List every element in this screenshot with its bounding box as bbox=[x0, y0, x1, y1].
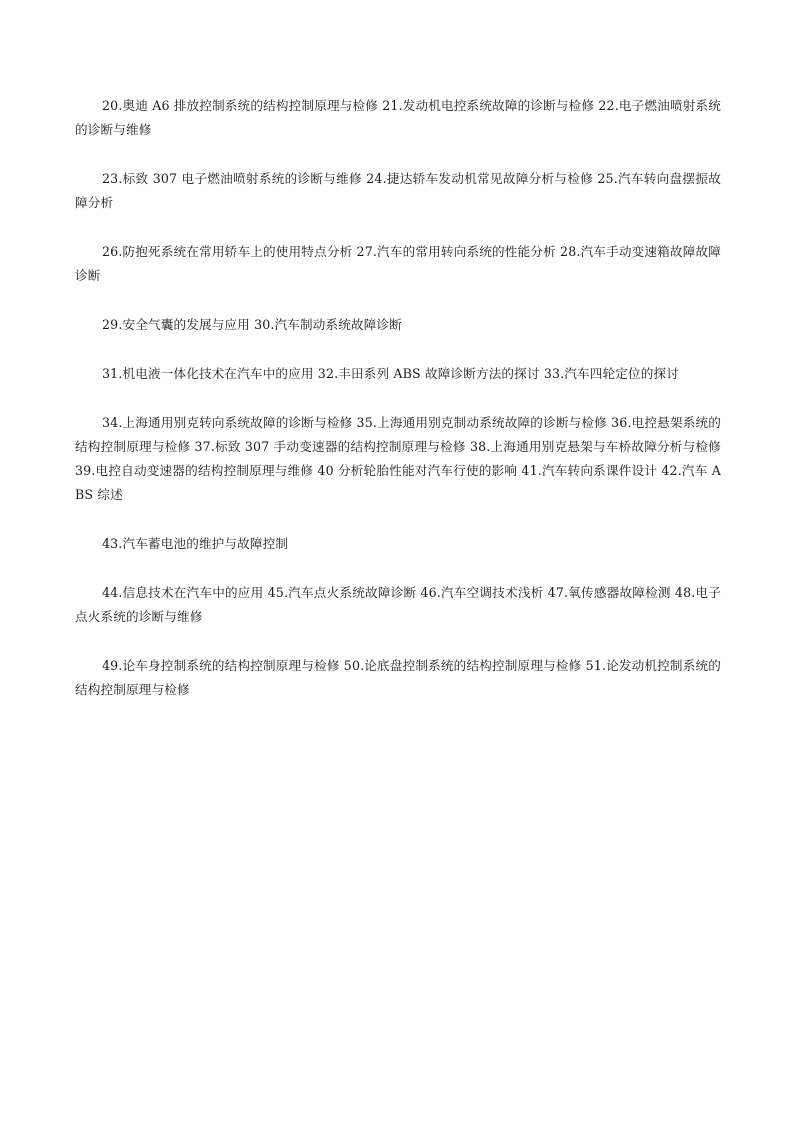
paragraph-topics-31-33: 31.机电液一体化技术在汽车中的应用 32.丰田系列 ABS 故障诊断方法的探讨 33.汽车四轮定位的探讨 bbox=[102, 366, 679, 381]
paragraph-topics-29-30: 29.安全气囊的发展与应用 30.汽车制动系统故障诊断 bbox=[102, 317, 402, 332]
document-body bbox=[75, 94, 721, 727]
paragraph-topics-20-22: 20.奥迪 A6 排放控制系统的结构控制原理与检修 21.发动机电控系统故障的诊断与检修 22.电子燃油喷射系统的诊断与维修 bbox=[75, 98, 721, 137]
paragraph-topics-34-42: 34.上海通用别克转向系统故障的诊断与检修 35.上海通用别克制动系统故障的诊断与检修 36.电控悬架系统的结构控制原理与检修 37.标致 307 手动变速器的结构控制原理与检修 38.上海通用别克悬架与车桥故障分析与检修 39.电控自动变速器的结构控制原理与维修 40 分析轮胎性能对汽车行使的影响 41.汽车转向系课件设计 42.汽车 ABS 综述 bbox=[75, 415, 721, 502]
paragraph-topics-44-48: 44.信息技术在汽车中的应用 45.汽车点火系统故障诊断 46.汽车空调技术浅析 47.氧传感器故障检测 48.电子点火系统的诊断与维修 bbox=[75, 585, 721, 624]
paragraph-topics-26-28: 26.防抱死系统在常用轿车上的使用特点分析 27.汽车的常用转向系统的性能分析 28.汽车手动变速箱故障故障诊断 bbox=[75, 244, 721, 283]
paragraph-topics-49-51: 49.论车身控制系统的结构控制原理与检修 50.论底盘控制系统的结构控制原理与检修 51.论发动机控制系统的结构控制原理与检修 bbox=[75, 658, 721, 697]
paragraph-topic-43: 43.汽车蓄电池的维护与故障控制 bbox=[102, 536, 289, 551]
paragraph-topics-23-25: 23.标致 307 电子燃油喷射系统的诊断与维修 24.捷达轿车发动机常见故障分析与检修 25.汽车转向盘摆振故障分析 bbox=[75, 171, 721, 210]
